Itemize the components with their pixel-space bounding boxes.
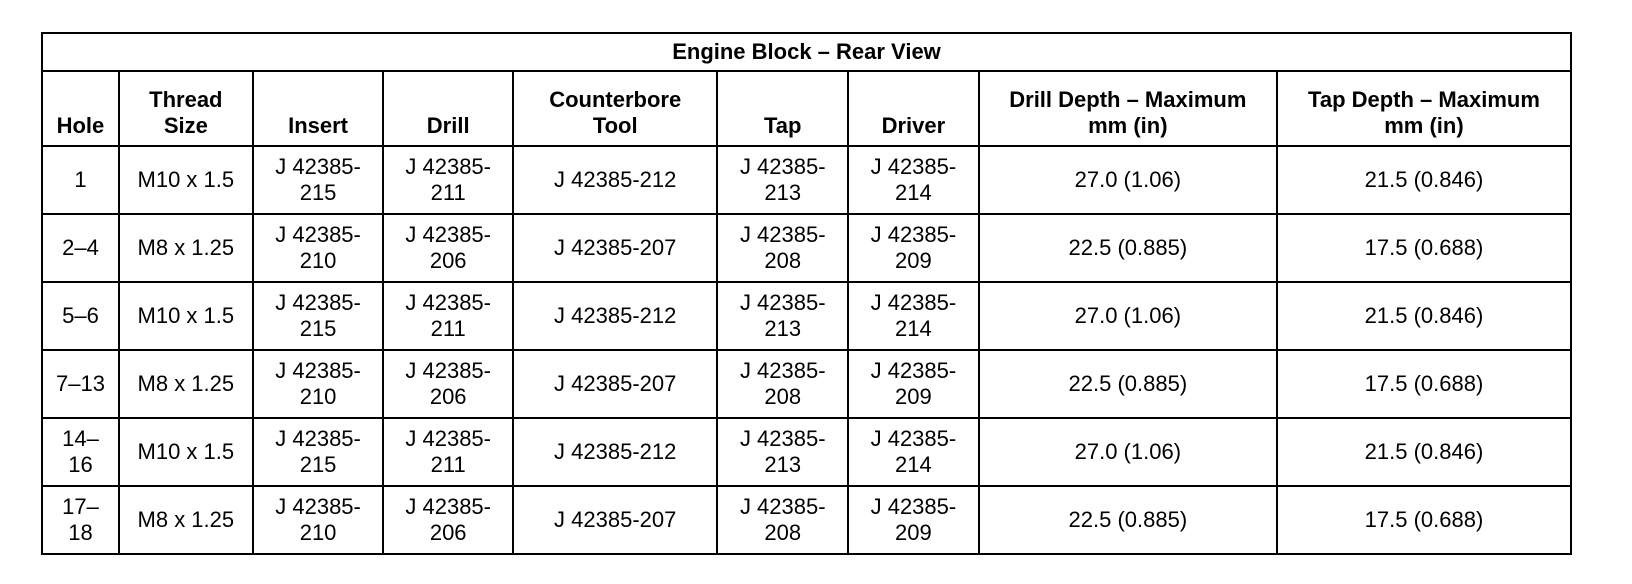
- table-cell-drill-depth-maximum: [979, 146, 1277, 214]
- table-cell-line: J 42385-: [405, 426, 491, 451]
- table-cell-line: J 42385-: [405, 290, 491, 315]
- table-cell-driver: [848, 282, 979, 350]
- table-cell-line: 208: [764, 520, 802, 545]
- engine-block-table: [41, 32, 1572, 555]
- table-cell-driver: [848, 486, 979, 554]
- table-cell-line: 210: [299, 384, 337, 409]
- table-cell-tap: [717, 486, 848, 554]
- table-cell-line: J 42385-: [870, 290, 957, 315]
- table-cell-line: J 42385-: [739, 290, 826, 315]
- column-header-thread-size: [119, 71, 253, 146]
- table-cell-line: J 42385-: [870, 154, 957, 179]
- column-header-line: Tap: [764, 113, 802, 138]
- table-cell-line: J 42385-207: [554, 507, 677, 532]
- table-title: Engine Block – Rear View: [42, 33, 1571, 71]
- table-cell-tap: [717, 282, 848, 350]
- table-cell-tap: [717, 146, 848, 214]
- column-header-counterbore-tool: [513, 71, 717, 146]
- table-cell-tap-depth-maximum: [1277, 418, 1571, 486]
- table-cell-hole: [42, 282, 119, 350]
- table-cell-line: J 42385-: [870, 494, 957, 519]
- table-cell-line: 21.5 (0.846): [1364, 167, 1484, 192]
- table-cell-line: 14–: [62, 426, 99, 451]
- table-cell-line: 214: [895, 180, 932, 205]
- table-cell-line: 214: [895, 316, 932, 341]
- column-header-drill-depth-maximum: [979, 71, 1277, 146]
- table-cell-hole: [42, 486, 119, 554]
- table-cell-insert: [253, 146, 384, 214]
- table-cell-insert: [253, 486, 384, 554]
- table-cell-line: 215: [299, 316, 337, 341]
- table-cell-line: 211: [430, 316, 466, 341]
- table-cell-line: J 42385-: [405, 494, 491, 519]
- table-cell-counterbore-tool: [513, 486, 717, 554]
- table-cell-line: 22.5 (0.885): [1068, 371, 1188, 396]
- table-cell-line: 210: [299, 520, 337, 545]
- table-row: [42, 486, 1571, 554]
- table-cell-line: 213: [764, 180, 802, 205]
- table-cell-driver: [848, 418, 979, 486]
- table-cell-line: 7–13: [55, 371, 105, 396]
- table-cell-drill-depth-maximum: [979, 418, 1277, 486]
- table-cell-tap-depth-maximum: [1277, 486, 1571, 554]
- table-cell-tap: [717, 418, 848, 486]
- table-container: [41, 32, 1572, 555]
- table-cell-insert: [253, 418, 384, 486]
- table-cell-line: J 42385-: [739, 154, 826, 179]
- table-cell-line: J 42385-: [275, 154, 361, 179]
- table-cell-line: J 42385-212: [554, 303, 677, 328]
- table-cell-hole: [42, 214, 119, 282]
- column-header-line: Driver: [881, 113, 946, 138]
- table-cell-tap: [717, 350, 848, 418]
- table-cell-line: M8 x 1.25: [137, 235, 235, 260]
- table-cell-line: 206: [429, 248, 467, 273]
- table-cell-thread-size: [119, 146, 253, 214]
- column-header-line: mm (in): [1088, 113, 1168, 138]
- table-cell-thread-size: [119, 418, 253, 486]
- table-row: [42, 418, 1571, 486]
- table-cell-drill: [383, 350, 513, 418]
- table-cell-line: J 42385-212: [554, 167, 677, 192]
- table-cell-hole: [42, 146, 119, 214]
- table-body: [42, 146, 1571, 554]
- column-header-line: Drill Depth – Maximum: [1009, 87, 1247, 112]
- column-header-tap-depth-maximum: [1277, 71, 1571, 146]
- table-cell-drill: [383, 146, 513, 214]
- table-cell-drill-depth-maximum: [979, 282, 1277, 350]
- table-cell-line: 215: [299, 452, 337, 477]
- table-cell-line: 213: [764, 452, 802, 477]
- table-row: [42, 350, 1571, 418]
- table-cell-line: 17–: [62, 494, 99, 519]
- table-cell-line: 17.5 (0.688): [1364, 371, 1484, 396]
- table-cell-drill: [383, 486, 513, 554]
- column-header-drill: [383, 71, 513, 146]
- column-header-tap: [717, 71, 848, 146]
- table-cell-thread-size: [119, 282, 253, 350]
- table-cell-line: 206: [429, 520, 467, 545]
- table-cell-line: 17.5 (0.688): [1364, 235, 1484, 260]
- table-cell-line: J 42385-: [405, 154, 491, 179]
- table-cell-insert: [253, 350, 384, 418]
- table-cell-line: 22.5 (0.885): [1068, 507, 1188, 532]
- table-row: [42, 146, 1571, 214]
- column-header-line: Insert: [288, 113, 349, 138]
- table-cell-line: J 42385-: [739, 222, 826, 247]
- column-header-line: Thread: [149, 87, 223, 112]
- table-cell-insert: [253, 282, 384, 350]
- table-cell-line: 18: [68, 520, 93, 545]
- table-cell-line: M10 x 1.5: [137, 439, 235, 464]
- table-cell-tap-depth-maximum: [1277, 350, 1571, 418]
- table-cell-line: 27.0 (1.06): [1074, 303, 1182, 328]
- table-cell-line: 16: [68, 452, 93, 477]
- table-cell-line: M8 x 1.25: [137, 507, 235, 532]
- table-cell-tap-depth-maximum: [1277, 214, 1571, 282]
- table-cell-line: 211: [430, 180, 466, 205]
- table-cell-hole: [42, 350, 119, 418]
- table-cell-driver: [848, 214, 979, 282]
- table-cell-line: 209: [895, 384, 932, 409]
- table-cell-line: J 42385-: [739, 426, 826, 451]
- table-cell-line: J 42385-: [739, 358, 826, 383]
- table-cell-counterbore-tool: [513, 146, 717, 214]
- table-cell-line: J 42385-207: [554, 235, 677, 260]
- table-cell-line: M8 x 1.25: [137, 371, 235, 396]
- table-cell-line: 2–4: [62, 235, 99, 260]
- table-cell-line: 209: [895, 248, 932, 273]
- table-cell-counterbore-tool: [513, 350, 717, 418]
- table-cell-line: 214: [895, 452, 932, 477]
- table-cell-drill: [383, 282, 513, 350]
- table-cell-line: 17.5 (0.688): [1364, 507, 1484, 532]
- table-cell-line: 210: [299, 248, 337, 273]
- table-cell-line: J 42385-: [275, 358, 361, 383]
- title-row: [42, 33, 1571, 71]
- table-cell-drill-depth-maximum: [979, 486, 1277, 554]
- header-row: [42, 71, 1571, 146]
- table-cell-drill-depth-maximum: [979, 214, 1277, 282]
- table-cell-driver: [848, 350, 979, 418]
- table-cell-drill: [383, 214, 513, 282]
- table-cell-line: 208: [764, 384, 802, 409]
- table-cell-line: 209: [895, 520, 932, 545]
- table-row: [42, 214, 1571, 282]
- table-cell-line: 22.5 (0.885): [1068, 235, 1188, 260]
- table-cell-counterbore-tool: [513, 214, 717, 282]
- table-cell-line: 21.5 (0.846): [1364, 303, 1484, 328]
- table-cell-tap-depth-maximum: [1277, 146, 1571, 214]
- table-cell-thread-size: [119, 350, 253, 418]
- column-header-insert: [253, 71, 384, 146]
- table-cell-line: 1: [74, 167, 87, 192]
- table-cell-line: J 42385-: [275, 222, 361, 247]
- table-cell-line: 27.0 (1.06): [1074, 167, 1182, 192]
- table-cell-line: J 42385-: [739, 494, 826, 519]
- table-cell-line: 21.5 (0.846): [1364, 439, 1484, 464]
- table-cell-line: J 42385-212: [554, 439, 677, 464]
- table-cell-insert: [253, 214, 384, 282]
- table-cell-line: 206: [429, 384, 467, 409]
- table-cell-line: J 42385-: [275, 494, 361, 519]
- table-cell-line: 208: [764, 248, 802, 273]
- column-header-line: mm (in): [1384, 113, 1464, 138]
- table-cell-line: J 42385-: [870, 358, 957, 383]
- table-cell-drill: [383, 418, 513, 486]
- table-cell-line: J 42385-: [870, 426, 957, 451]
- table-cell-hole: [42, 418, 119, 486]
- table-cell-line: 213: [764, 316, 802, 341]
- table-cell-line: J 42385-: [405, 222, 491, 247]
- column-header-line: Drill: [426, 113, 470, 138]
- table-cell-line: J 42385-: [275, 426, 361, 451]
- table-cell-line: 215: [299, 180, 337, 205]
- table-cell-line: 211: [430, 452, 466, 477]
- table-cell-line: M10 x 1.5: [137, 303, 235, 328]
- table-cell-line: J 42385-: [405, 358, 491, 383]
- column-header-driver: [848, 71, 979, 146]
- table-cell-tap: [717, 214, 848, 282]
- column-header-line: Tap Depth – Maximum: [1308, 87, 1540, 112]
- table-row: [42, 282, 1571, 350]
- table-cell-drill-depth-maximum: [979, 350, 1277, 418]
- column-header-hole: [42, 71, 119, 146]
- table-cell-driver: [848, 146, 979, 214]
- column-header-line: Counterbore: [549, 87, 682, 112]
- table-cell-line: J 42385-: [870, 222, 957, 247]
- table-cell-line: M10 x 1.5: [137, 167, 235, 192]
- table-cell-line: 5–6: [62, 303, 99, 328]
- table-cell-tap-depth-maximum: [1277, 282, 1571, 350]
- table-cell-line: 27.0 (1.06): [1074, 439, 1182, 464]
- table-cell-counterbore-tool: [513, 282, 717, 350]
- table-cell-thread-size: [119, 486, 253, 554]
- table-cell-line: J 42385-207: [554, 371, 677, 396]
- column-header-line: Tool: [592, 113, 638, 138]
- table-cell-line: J 42385-: [275, 290, 361, 315]
- table-cell-thread-size: [119, 214, 253, 282]
- table-cell-counterbore-tool: [513, 418, 717, 486]
- column-header-line: Size: [163, 113, 208, 138]
- column-header-line: Hole: [56, 113, 105, 138]
